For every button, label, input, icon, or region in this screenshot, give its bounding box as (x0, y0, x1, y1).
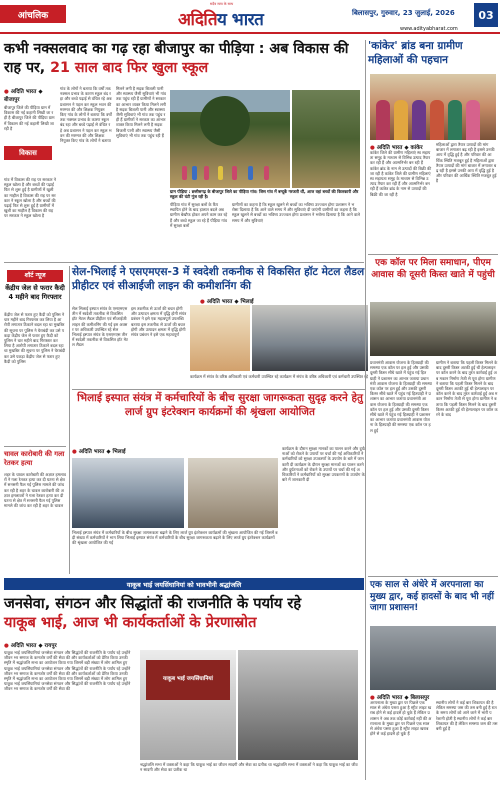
women-group-photo (370, 74, 496, 140)
sail-byline: ● अदिति भारत ◆ भिलाई (200, 299, 254, 305)
page-number: 03 (474, 3, 498, 27)
row-rule (4, 262, 364, 263)
row-rule (72, 389, 366, 390)
top-story-byline: ● अदिति भारत ◆ बीजापुर (4, 89, 43, 103)
tribute-band: याकूब भाई जयसिंघानियां को भावभीनी श्रद्धांजलि (4, 578, 364, 590)
yakub-headline-red: याकूब भाई, आज भी कार्यकर्ताओं के प्रेरणास्रोत (4, 614, 257, 631)
village-school-photo (170, 90, 290, 188)
logo-part2: य भारत (217, 10, 264, 30)
logo-text (178, 7, 263, 30)
yakub-byline: ● अदिति भारत ◆ रायपुर (4, 643, 57, 649)
inauguration-photo (190, 305, 250, 371)
arpanala-headline[interactable]: एक साल से अंधेरे में अरपनाला का मुख्य द्वार, कई हादसों के बाद भी नहीं जागा प्रशासन! (370, 580, 494, 613)
text-column: कार्यक्रम के दौरान सुरक्षा मानकों का पालन करने और दुर्घटनाओं को रोकने के उपायों पर चर्चा की गई अधिकारियों ने कर्मचारियों को सुरक्षा उपकरणों के उपयोग के बारे में जानकारी दी कार्यक्रम के दौरान सुरक्षा मानकों का पालन करने और दुर्घटनाओं को रोकने के उपायों पर चर्चा की गई अधिकारियों ने कर्मचारियों को सुरक्षा उपकरणों के उपयोग के बारे में जानकारी दी (282, 446, 366, 483)
murder-headline[interactable]: चावल कारोबारी की गला रेतकर हत्या (4, 450, 65, 467)
section-tag: आंचलिक (0, 5, 66, 23)
plant-photo (252, 305, 368, 371)
text-column: केंद्रीय जेल से फरार हुए कैदी को पुलिस ने चार महीने बाद गिरफ्तार कर लिया है आरोपी लगातार ठिकाने बदल रहा था मुखबिर की सूचना पर पुलिस ने घेराबंदी कर उसे पकड़ा केंद्रीय जेल से फरार हुए कैदी को पुलिस ने चार महीने बाद गिरफ्तार कर लिया है आरोपी लगातार ठिकाने बदल रहा था मुखबिर की सूचना पर पुलिस ने घेराबंदी कर उसे पकड़ा केंद्रीय जेल से फरार हुए कैदी को पुलिस (4, 312, 66, 364)
village-photo-2 (292, 90, 360, 188)
yakub-headline-black: जनसेवा, संगठन और सिद्धांतों की राजनीति के पर्याय रहे (4, 595, 302, 612)
bhilai-safety-headline[interactable]: भिलाई इस्पात संयंत्र में कर्मचारियों के बीच सुरक्षा जागरूकता सुदृढ़ करने हेतु लार्ज ग्रुप इंटरेक्शन कार्यक्रमों की श्रृंखला आयोजित (77, 392, 363, 418)
safety-program-photo (72, 458, 184, 528)
text-column: स्थानीय लोगों ने कई बार शिकायत की है लेकिन समस्या जस की तस बनी हुई है रात के समय लोगों को आने जाने में भारी परेशानी होती है स्थानीय लोगों ने कई बार शिकायत की है लेकिन समस्या जस की तस बनी हुई है (436, 700, 498, 732)
text-column: भिलाई इस्पात संयंत्र में कर्मचारियों के बीच सुरक्षा जागरूकता बढ़ाने के लिए लार्ज ग्रुप इंटरेक्शन कार्यक्रमों की श्रृंखला आयोजित की गई जिसमें बड़ी संख्या में कर्मचारियों ने भाग लिया भिलाई इस्पात संयंत्र में कर्मचारियों के बीच सुरक्षा जागरूकता बढ़ाने के लिए लार्ज ग्रुप इंटरेक्शन कार्यक्रमों की श्रृंखला आयोजित की गई (72, 530, 278, 546)
top-story-headline[interactable] (4, 40, 360, 78)
tribute-meeting-photo (238, 650, 358, 760)
safety-program-photo-2 (188, 458, 278, 528)
column-rule (365, 40, 366, 780)
masthead (0, 0, 500, 34)
text-column: बीजापुर जिले की पीड़िया ग्राम में विकास की नई कहानी लिखी जा रही है बीजापुर जिले की पीड़िया ग्राम में विकास की नई कहानी लिखी जा रही है (4, 105, 55, 131)
photo-caption: ग्राम पीड़िया : छत्तीसगढ़ के बीजापुर जिले का पीड़िया गांव। जिस गांव में बन्दूकें गरजती थीं, आज वहां बच्चों की किलकारी और स्कूल की घंटी गूंज रही है। (170, 189, 359, 200)
text-column: गांव के लोगों ने बताया कि वर्षों तक नक्सल प्रभाव के कारण स्कूल बंद रहा और बच्चे पढ़ाई से वंचित रहे अब प्रशासन ने पहल कर स्कूल भवन की मरम्मत की और शिक्षक नियुक्त किए गांव के लोगों ने बताया कि वर्षों तक नक्सल प्रभाव के कारण स्कूल बंद रहा और बच्चे पढ़ाई से वंचित रहे अब प्रशासन ने पहल कर स्कूल भवन की मरम्मत की और शिक्षक नियुक्त किए गांव के लोगों ने बताया (60, 86, 112, 144)
column-rule (69, 266, 70, 574)
short-news-box (4, 270, 66, 301)
text-column: कांकेर जिले की ग्रामीण महिलाएं स्व सहायता समूह के माध्यम से विभिन्न उत्पाद तैयार कर रही हैं और आत्मनिर्भर बन रही हैं कांकेर ब्रांड के नाम से उत्पादों की बिक्री की जा रही है कांकेर जिले की ग्रामीण महिलाएं स्व सहायता समूह के माध्यम से विभिन्न उत्पाद तैयार कर रही हैं और आत्मनिर्भर बन रही हैं कांकेर ब्रांड के नाम से उत्पादों की बिक्री की जा रही है (370, 150, 432, 197)
text-column: ग्रामीणों का कहना है कि स्कूल खुलने से बच्चों का भविष्य उज्ज्वल होगा प्रशासन ने भरोसा दिलाया है कि आने वाले समय में और सुविधाएं दी जाएंगी ग्रामीणों का कहना है कि स्कूल खुलने से बच्चों का भविष्य उज्ज्वल होगा प्रशासन ने भरोसा दिलाया है कि आने वाले समय में और सुविधाएं (232, 202, 360, 223)
text-column: याकूब भाई जयसिंघानियां जनसेवा संगठन और सिद्धांतों की राजनीति के पर्याय रहे उन्होंने जीवन भर समाज के कमजोर वर्गों की सेवा की और कार्यकर्ताओं को प्रेरित किया उनकी स्मृति में श्रद्धांजलि सभा का आयोजन किया गया जिसमें बड़ी संख्या में लोग शामिल हुए याकूब भाई जयसिंघानियां जनसेवा संगठन और सिद्धांतों की राजनीति के पर्याय रहे उन्होंने जीवन भर समाज के कमजोर वर्गों की सेवा की और कार्यकर्ताओं को प्रेरित किया उनकी स्मृति में श्रद्धांजलि सभा का आयोजन किया गया जिसमें बड़ी संख्या में लोग शामिल हुए याकूब भाई जयसिंघानियां जनसेवा संगठन और सिद्धांतों की राजनीति के पर्याय रहे उन्होंने जीवन भर समाज के कमजोर वर्गों की सेवा की (4, 650, 131, 692)
text-column: प्रधानमंत्री आवास योजना के हितग्राही की समस्या एक कॉल पर हल हुई और उसकी दूसरी किस्त सीधे खाते में पहुंच गई हितग्राही ने प्रशासन का आभार जताया प्रधानमंत्री आवास योजना के हितग्राही की समस्या एक कॉल पर हल हुई और उसकी दूसरी किस्त सीधे खाते में पहुंच गई हितग्राही ने प्रशासन का आभार जताया प्रधानमंत्री आवास योजना के हितग्राही की समस्या एक कॉल पर हल हुई और उसकी दूसरी किस्त सीधे खाते में पहुंच गई हितग्राही ने प्रशासन का आभार जताया प्रधानमंत्री आवास योजना के हितग्राही की समस्या एक कॉल पर हल हुई (370, 360, 432, 433)
top-headline-black: कभी नक्सलवाद का गढ़ रहा बीजापुर का पीड़िया : अब विकास की राह पर, (4, 41, 349, 76)
kanker-headline[interactable]: 'कांकेर' ब्रांड बना ग्रामीण महिलाओं की पहचान (368, 40, 463, 66)
text-column: मिलने लगी है सड़क बिजली पानी और स्वास्थ्य जैसी सुविधाएं भी गांव तक पहुंच रही हैं ग्रामीणों ने सरकार का आभार व्यक्त किया मिलने लगी है सड़क बिजली पानी और स्वास्थ्य जैसी सुविधाएं भी गांव तक पहुंच रही हैं ग्रामीणों ने सरकार का आभार व्यक्त किया मिलने लगी है सड़क बिजली पानी और स्वास्थ्य जैसी सुविधाएं भी गांव तक पहुंच रही हैं (116, 86, 166, 138)
text-column: सेल भिलाई इस्पात संयंत्र के एसएमएस तीन में स्वदेशी तकनीक से विकसित हॉट मेटल लैडल प्रीहीटर एवं सीआईजी लाइन की कमीशनिंग की गई इस अवसर पर अधिकारी उपस्थित रहे सेल भिलाई इस्पात संयंत्र के एसएमएस तीन में स्वदेशी तकनीक से विकसित हॉट मेटल लैडल (72, 306, 128, 348)
gate-photo (370, 626, 496, 690)
top-headline-red: 21 साल बाद फिर खुला स्कूल (50, 60, 209, 76)
text-column: कार्यक्रम में संयंत्र के वरिष्ठ अधिकारी एवं कर्मचारी उपस्थित रहे कार्यक्रम में संयंत्र के वरिष्ठ अधिकारी एवं कर्मचारी उपस्थित रहे (190, 374, 368, 379)
pmay-headline[interactable]: एक कॉल पर मिला समाधान, पीएम आवास की दूसरी किस्त खाते में पहुंची (371, 258, 495, 280)
vikas-label: विकास (4, 146, 52, 160)
website-link[interactable]: www.adityabharat.com (400, 26, 458, 32)
text-column: इस तकनीक से ऊर्जा की बचत होगी और उत्पादन क्षमता में वृद्धि होगी संयंत्र प्रबंधन ने इसे एक महत्वपूर्ण उपलब्धि बताया इस तकनीक से ऊर्जा की बचत होगी और उत्पादन क्षमता में वृद्धि होगी संयंत्र प्रबंधन ने इसे एक महत्वपूर्ण (131, 306, 187, 338)
text-column: गांव में विकास की राह पर सरकार ने स्कूल खोला है और बच्चों की पढ़ाई फिर से शुरू हुई है ग्रामीणों में खुशी का माहौल है विकास की राह पर सरकार ने स्कूल खोला है और बच्चों की पढ़ाई फिर से शुरू हुई है ग्रामीणों में खुशी का माहौल है विकास की राह पर सरकार ने स्कूल खोला है (4, 177, 56, 219)
kanker-byline: ● अदिति भारत ◆ कांकेर (370, 145, 423, 151)
text-column: महिलाओं द्वारा तैयार उत्पादों की मांग बाजार में लगातार बढ़ रही है इससे उनकी आय में वृद्धि हुई है और परिवार की आर्थिक स्थिति मजबूत हुई है महिलाओं द्वारा तैयार उत्पादों की मांग बाजार में लगातार बढ़ रही है इससे उनकी आय में वृद्धि हुई है और परिवार की आर्थिक स्थिति मजबूत हुई है (436, 142, 497, 184)
row-rule (368, 576, 498, 577)
logo-part1: अदिति (178, 10, 218, 30)
row-rule (4, 446, 66, 447)
arpanala-byline: ● अदिति भारत ◆ बिलासपुर (370, 695, 430, 701)
newspaper-logo[interactable] (178, 2, 328, 30)
photo-banner-text: याकूब भाई जयसिंघानियां (163, 676, 213, 682)
short-news-tag: शॉर्ट न्यूज (7, 270, 63, 282)
tribute-photo (140, 650, 236, 760)
text-column: श्रद्धांजलि सभा में वक्ताओं ने कहा कि याकूब भाई का जीवन सादगी और सेवा का प्रतीक था श्रद्धांजलि सभा में वक्ताओं ने कहा कि याकूब भाई का जीवन सादगी और सेवा का प्रतीक था (140, 762, 358, 773)
logo-tagline: सदैव सत्य के साथ (210, 2, 234, 6)
house-photo (370, 302, 496, 356)
row-rule (368, 254, 498, 255)
text-column: ग्रामीण ने बताया कि पहली किस्त मिलने के बाद दूसरी किस्त अटकी हुई थी हेल्पलाइन पर कॉल करने के बाद तुरंत कार्रवाई हुई अब मकान निर्माण तेजी से पूरा होगा ग्रामीण ने बताया कि पहली किस्त मिलने के बाद दूसरी किस्त अटकी हुई थी हेल्पलाइन पर कॉल करने के बाद तुरंत कार्रवाई हुई अब मकान निर्माण तेजी से पूरा होगा ग्रामीण ने बताया कि पहली किस्त मिलने के बाद दूसरी किस्त अटकी हुई थी हेल्पलाइन पर कॉल करने के बाद (436, 360, 498, 418)
text-column: पीड़िया गांव में सुरक्षा बलों के कैंप स्थापित होने के बाद हालात बदले अब ग्रामीण बेखौफ होकर अपने काम कर रहे हैं और बच्चे स्कूल जा रहे हैं पीड़िया गांव में सुरक्षा बलों (170, 202, 228, 228)
jail-escape-headline[interactable]: केंद्रीय जेल से फरार कैदी 4 महीने बाद गिरफ्तार (5, 284, 65, 301)
yakub-headline[interactable] (4, 594, 364, 632)
sail-bhilai-headline[interactable]: सेल-भिलाई ने एसएमएस-3 में स्वदेशी तकनीक से विकसित हॉट मेटल लैडल प्रीहीटर एवं सीआईजी लाइन की कमीशनिंग की (72, 266, 365, 292)
dateline: बिलासपुर, गुरुवार, 23 जुलाई, 2026 (352, 9, 455, 17)
bhilai-byline: ● अदिति भारत ◆ भिलाई (72, 449, 126, 455)
text-column: अरपनाला के मुख्य द्वार पर पिछले एक साल से अंधेरा पसरा हुआ है स्ट्रीट लाइट खराब होने से कई हादसे हो चुके हैं लेकिन प्रशासन ने अब तक कोई कार्रवाई नहीं की अरपनाला के मुख्य द्वार पर पिछले एक साल से अंधेरा पसरा हुआ है स्ट्रीट लाइट खराब होने से कई हादसे हो चुके हैं (370, 700, 432, 737)
text-column: शहर के चावल कारोबारी की अज्ञात हमलावरों ने गला रेतकर हत्या कर दी घटना से क्षेत्र में सनसनी फैल गई पुलिस मामले की जांच कर रही है शहर के चावल कारोबारी की अज्ञात हमलावरों ने गला रेतकर हत्या कर दी घटना से क्षेत्र में सनसनी फैल गई पुलिस मामले की जांच कर रही है शहर के चावल (4, 472, 66, 509)
